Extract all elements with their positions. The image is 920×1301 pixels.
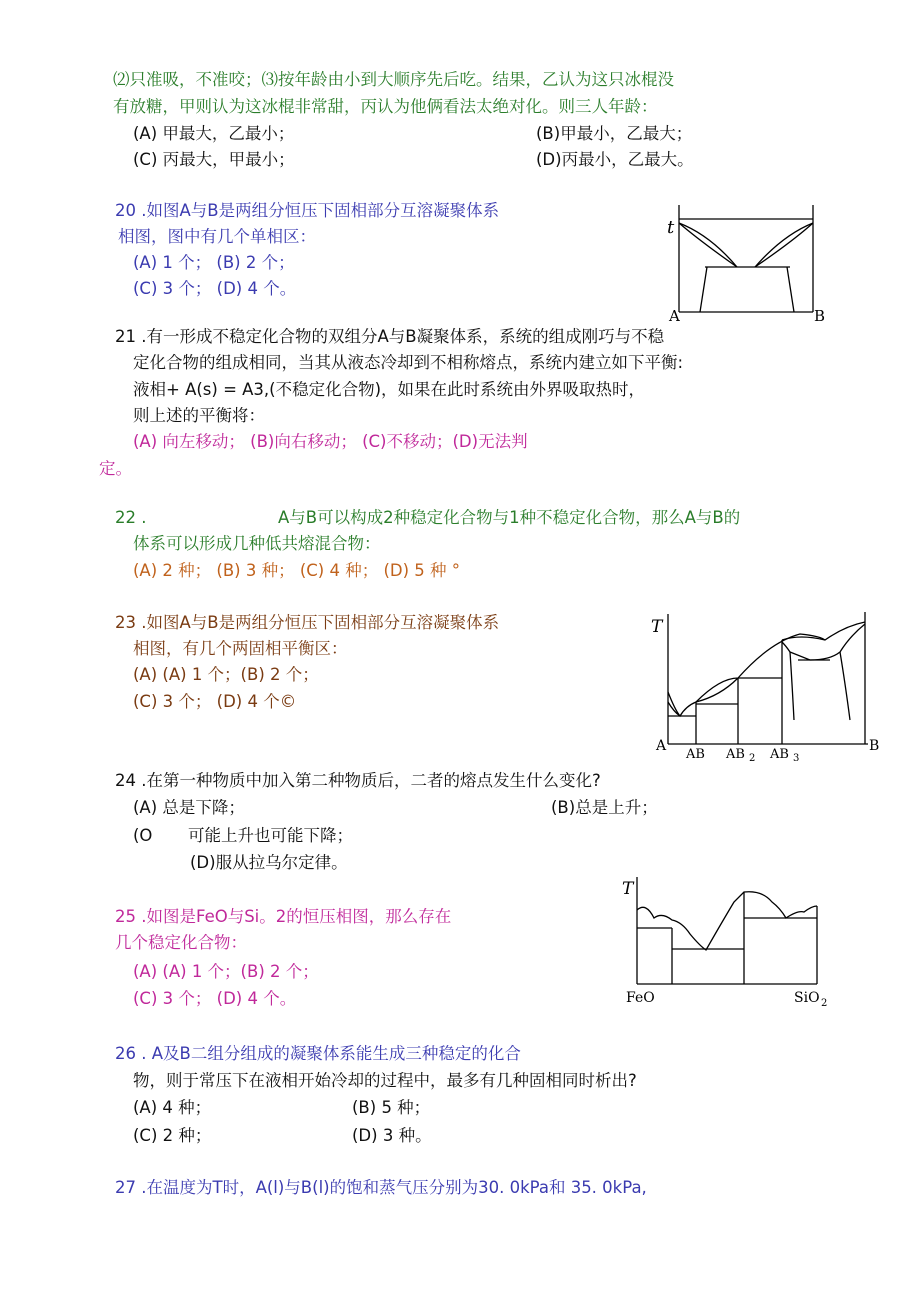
q20-axis-label: t — [667, 217, 675, 238]
q23-phase-diagram — [650, 612, 885, 767]
q24-option-c-prefix: (O — [133, 826, 153, 845]
q23-label-ab3: AB — [770, 747, 789, 762]
q26-line1: 26 . A及B二组分组成的凝聚体系能生成三种稳定的化合 — [115, 1044, 521, 1063]
q23-axis-label: T — [651, 617, 663, 637]
q26-option-c: (C) 2 种； — [133, 1126, 212, 1145]
q19-line2: 有放糖，甲则认为这冰棍非常甜，丙认为他俩看法太绝对化。则三人年龄： — [113, 97, 658, 116]
q21-line2: 定化合物的组成相同，当其从液态冷却到不相称熔点，系统内建立如下平衡: — [133, 353, 684, 372]
q24-option-b: (B)总是上升； — [551, 798, 658, 817]
q23-label-ab2-sub: 2 — [749, 753, 756, 764]
q24-option-c: 可能上升也可能下降； — [188, 826, 353, 845]
q20-label-b: B — [814, 307, 826, 325]
q19-option-a: (A) 甲最大，乙最小； — [133, 124, 295, 143]
q22-options: (A) 2 种； (B) 3 种； (C) 4 种； (D) 5 种 ° — [133, 561, 461, 580]
q25-label-sio2: SiO — [794, 990, 820, 1006]
q20-line1: 20 .如图A与B是两组分恒压下固相部分互溶凝聚体系 — [115, 201, 500, 220]
q22-number: 22 . — [115, 508, 147, 527]
q23-label-ab: AB — [686, 747, 705, 762]
q23-line1: 23 .如图A与B是两组分恒压下固相部分互溶凝聚体系 — [115, 613, 500, 632]
q23-label-b: B — [869, 738, 880, 754]
q20-options-ab: (A) 1 个； (B) 2 个； — [133, 253, 295, 272]
q20-phase-diagram — [665, 205, 835, 325]
q21-line1: 21 .有一形成不稳定化合物的双组分A与B凝聚体系，系统的组成刚巧与不稳 — [115, 327, 665, 346]
q25-line2: 几个稳定化合物： — [115, 933, 247, 952]
q21-line3: 液相+ A(s) = A3,(不稳定化合物)，如果在此时系统由外界吸取热时， — [133, 380, 646, 399]
q20-label-a: A — [669, 307, 680, 325]
q19-option-d: (D)丙最小，乙最大。 — [536, 150, 694, 169]
q21-line4: 则上述的平衡将： — [133, 406, 265, 425]
q25-axis-label: T — [622, 879, 634, 899]
q27-line1: 27 .在温度为T时，A(l)与B(l)的饱和蒸气压分别为30. 0kPa和 35. 0kPa, — [115, 1178, 647, 1197]
q19-option-c: (C) 丙最大，甲最小； — [133, 150, 295, 169]
q19-option-b: (B)甲最小，乙最大； — [536, 124, 693, 143]
q25-label-sio2-sub: 2 — [821, 998, 828, 1009]
q26-option-a: (A) 4 种； — [133, 1098, 212, 1117]
q25-phase-diagram — [622, 872, 837, 1012]
q25-line1: 25 .如图是FeO与Si。2的恒压相图，那么存在 — [115, 907, 452, 926]
q26-line2: 物，则于常压下在液相开始冷却的过程中，最多有几种固相同时析出? — [133, 1071, 637, 1090]
q23-label-a: A — [656, 738, 667, 754]
q26-option-d: (D) 3 种。 — [352, 1126, 432, 1145]
q21-options-cont: 定。 — [99, 459, 132, 478]
q23-options-cd: (C) 3 个； (D) 4 个© — [133, 692, 297, 711]
q23-line2: 相图，有几个两固相平衡区： — [133, 639, 348, 658]
q24-option-a: (A) 总是下降； — [133, 798, 245, 817]
q21-options: (A) 向左移动； (B)向右移动； (C)不移动；(D)无法判 — [133, 432, 528, 451]
q23-label-ab3-sub: 3 — [793, 753, 800, 764]
q19-line1: ⑵只准吸，不准咬；⑶按年龄由小到大顺序先后吃。结果，乙认为这只冰棍没 — [113, 70, 674, 89]
q20-options-cd: (C) 3 个； (D) 4 个。 — [133, 279, 297, 298]
q20-line2: 相图，图中有几个单相区： — [118, 227, 316, 246]
q23-options-ab: (A) (A) 1 个；(B) 2 个； — [133, 665, 319, 684]
q24-line1: 24 .在第一种物质中加入第二种物质后，二者的熔点发生什么变化? — [115, 771, 601, 790]
q25-label-feo: FeO — [626, 990, 655, 1006]
q25-options-cd: (C) 3 个； (D) 4 个。 — [133, 989, 297, 1008]
q23-label-ab2: AB — [726, 747, 745, 762]
q24-option-d: (D)服从拉乌尔定律。 — [190, 853, 348, 872]
q25-options-ab: (A) (A) 1 个；(B) 2 个； — [133, 962, 319, 981]
q22-line1: A与B可以构成2种稳定化合物与1种不稳定化合物，那么A与B的 — [278, 508, 741, 527]
q22-line2: 体系可以形成几种低共熔混合物： — [133, 534, 381, 553]
q26-option-b: (B) 5 种； — [352, 1098, 431, 1117]
